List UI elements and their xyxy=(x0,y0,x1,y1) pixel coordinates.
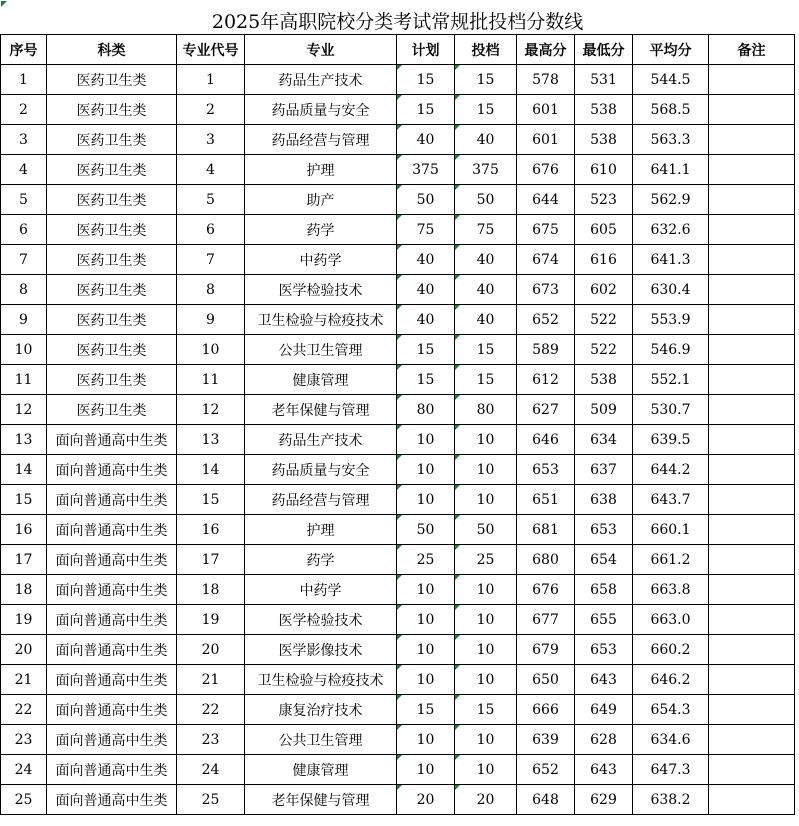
table-row xyxy=(1,545,795,575)
table-cell[interactable]: 11 xyxy=(1,365,47,395)
table-cell[interactable]: 24 xyxy=(1,755,47,785)
table-cell[interactable]: 639 xyxy=(517,725,575,755)
table-cell[interactable]: 10 xyxy=(455,725,517,755)
header-cell: 最低分 xyxy=(575,35,633,65)
table-cell[interactable]: 75 xyxy=(455,215,517,245)
table-cell[interactable] xyxy=(709,305,795,335)
table-cell[interactable]: 563.3 xyxy=(633,125,709,155)
table-cell[interactable]: 25 xyxy=(397,545,455,575)
table-cell[interactable]: 681 xyxy=(517,515,575,545)
header-cell: 计划 xyxy=(397,35,455,65)
table-cell[interactable]: 助产 xyxy=(245,185,397,215)
table-cell[interactable]: 卫生检验与检疫技术 xyxy=(245,305,397,335)
table-cell[interactable]: 522 xyxy=(575,335,633,365)
table-cell[interactable]: 50 xyxy=(397,185,455,215)
table-cell[interactable]: 10 xyxy=(455,605,517,635)
table-cell[interactable]: 17 xyxy=(177,545,245,575)
table-row xyxy=(1,245,795,275)
table-cell[interactable] xyxy=(709,755,795,785)
table-cell[interactable]: 9 xyxy=(177,305,245,335)
table-row xyxy=(1,755,795,785)
table-row xyxy=(1,155,795,185)
table-cell[interactable]: 药学 xyxy=(245,545,397,575)
table-cell[interactable]: 医学检验技术 xyxy=(245,605,397,635)
table-cell[interactable]: 药品生产技术 xyxy=(245,65,397,95)
table-cell[interactable]: 639.5 xyxy=(633,425,709,455)
table-cell[interactable]: 601 xyxy=(517,95,575,125)
table-cell[interactable]: 健康管理 xyxy=(245,365,397,395)
table-cell[interactable]: 601 xyxy=(517,125,575,155)
table-cell[interactable]: 40 xyxy=(397,125,455,155)
table-cell[interactable]: 护理 xyxy=(245,515,397,545)
table-cell[interactable]: 538 xyxy=(575,95,633,125)
header-cell: 备注 xyxy=(709,35,795,65)
table-cell[interactable]: 17 xyxy=(1,545,47,575)
table-cell[interactable]: 中药学 xyxy=(245,575,397,605)
header-cell: 科类 xyxy=(47,35,177,65)
table-cell[interactable]: 14 xyxy=(1,455,47,485)
table-cell[interactable]: 老年保健与管理 xyxy=(245,785,397,815)
table-row xyxy=(1,185,795,215)
table-cell[interactable]: 654 xyxy=(575,545,633,575)
table-cell[interactable]: 16 xyxy=(177,515,245,545)
table-cell[interactable]: 10 xyxy=(397,575,455,605)
table-cell[interactable]: 652 xyxy=(517,755,575,785)
table-cell[interactable]: 公共卫生管理 xyxy=(245,335,397,365)
table-cell[interactable]: 医药卫生类 xyxy=(47,185,177,215)
table-cell[interactable]: 650 xyxy=(517,665,575,695)
table-cell[interactable]: 10 xyxy=(455,635,517,665)
table-cell[interactable] xyxy=(709,245,795,275)
table-cell[interactable]: 605 xyxy=(575,215,633,245)
table-row xyxy=(1,425,795,455)
table-cell[interactable]: 7 xyxy=(1,245,47,275)
table-cell[interactable]: 25 xyxy=(455,545,517,575)
table-cell[interactable]: 药学 xyxy=(245,215,397,245)
table-cell[interactable]: 公共卫生管理 xyxy=(245,725,397,755)
table-cell[interactable]: 10 xyxy=(397,635,455,665)
table-cell[interactable]: 10 xyxy=(397,755,455,785)
table-cell[interactable]: 634 xyxy=(575,425,633,455)
table-row xyxy=(1,575,795,605)
table-row xyxy=(1,485,795,515)
table-cell[interactable]: 627 xyxy=(517,395,575,425)
table-cell[interactable]: 632.6 xyxy=(633,215,709,245)
table-cell[interactable]: 40 xyxy=(455,305,517,335)
table-cell[interactable]: 医药卫生类 xyxy=(47,305,177,335)
table-cell[interactable]: 50 xyxy=(397,515,455,545)
table-cell[interactable]: 面向普通高中生类 xyxy=(47,575,177,605)
table-cell[interactable]: 10 xyxy=(397,605,455,635)
table-cell[interactable]: 11 xyxy=(177,365,245,395)
table-cell[interactable]: 医药卫生类 xyxy=(47,395,177,425)
table-cell[interactable] xyxy=(709,155,795,185)
table-cell[interactable]: 641.3 xyxy=(633,245,709,275)
table-cell[interactable]: 578 xyxy=(517,65,575,95)
table-cell[interactable]: 661.2 xyxy=(633,545,709,575)
table-row xyxy=(1,335,795,365)
table-cell[interactable]: 637 xyxy=(575,455,633,485)
table-cell[interactable]: 22 xyxy=(1,695,47,725)
table-cell[interactable]: 20 xyxy=(455,785,517,815)
table-cell[interactable]: 13 xyxy=(177,425,245,455)
table-cell[interactable]: 药品质量与安全 xyxy=(245,455,397,485)
table-cell[interactable]: 25 xyxy=(177,785,245,815)
table-cell[interactable]: 10 xyxy=(397,425,455,455)
table-cell[interactable]: 676 xyxy=(517,575,575,605)
table-cell[interactable]: 568.5 xyxy=(633,95,709,125)
table-cell[interactable]: 50 xyxy=(455,515,517,545)
table-cell[interactable]: 15 xyxy=(1,485,47,515)
table-cell[interactable]: 40 xyxy=(397,245,455,275)
table-cell[interactable]: 医学检验技术 xyxy=(245,275,397,305)
table-cell[interactable]: 653 xyxy=(517,455,575,485)
table-cell[interactable]: 666 xyxy=(517,695,575,725)
table-cell[interactable] xyxy=(709,695,795,725)
table-cell[interactable]: 677 xyxy=(517,605,575,635)
table-cell[interactable]: 40 xyxy=(397,275,455,305)
table-cell[interactable]: 653 xyxy=(575,635,633,665)
table-cell[interactable] xyxy=(709,455,795,485)
table-cell[interactable]: 面向普通高中生类 xyxy=(47,485,177,515)
table-cell[interactable] xyxy=(709,545,795,575)
table-cell[interactable]: 40 xyxy=(397,305,455,335)
header-cell: 投档 xyxy=(455,35,517,65)
table-cell[interactable]: 15 xyxy=(455,365,517,395)
table-row xyxy=(1,725,795,755)
table-cell[interactable]: 10 xyxy=(455,665,517,695)
header-cell: 专业代号 xyxy=(177,35,245,65)
table-cell[interactable]: 健康管理 xyxy=(245,755,397,785)
table-cell[interactable]: 50 xyxy=(455,185,517,215)
table-cell[interactable]: 629 xyxy=(575,785,633,815)
header-cell: 平均分 xyxy=(633,35,709,65)
table-title: 2025年高职院校分类考试常规批投档分数线 xyxy=(1,6,795,35)
table-cell[interactable]: 562.9 xyxy=(633,185,709,215)
table-cell[interactable]: 663.8 xyxy=(633,575,709,605)
table-cell[interactable]: 15 xyxy=(455,65,517,95)
table-cell[interactable] xyxy=(709,95,795,125)
table-cell[interactable] xyxy=(709,515,795,545)
table-cell[interactable] xyxy=(709,65,795,95)
table-cell[interactable]: 616 xyxy=(575,245,633,275)
table-cell[interactable]: 544.5 xyxy=(633,65,709,95)
score-table xyxy=(0,6,795,815)
table-cell[interactable] xyxy=(709,365,795,395)
table-cell[interactable]: 658 xyxy=(575,575,633,605)
table-cell[interactable]: 5 xyxy=(177,185,245,215)
table-cell[interactable]: 20 xyxy=(1,635,47,665)
table-cell[interactable]: 医药卫生类 xyxy=(47,155,177,185)
table-cell[interactable]: 医药卫生类 xyxy=(47,95,177,125)
table-cell[interactable] xyxy=(709,605,795,635)
table-cell[interactable]: 10 xyxy=(397,485,455,515)
table-cell[interactable]: 1 xyxy=(1,65,47,95)
table-row xyxy=(1,305,795,335)
table-cell[interactable]: 面向普通高中生类 xyxy=(47,605,177,635)
table-cell[interactable]: 643 xyxy=(575,665,633,695)
table-cell[interactable]: 652 xyxy=(517,305,575,335)
table-cell[interactable]: 649 xyxy=(575,695,633,725)
table-cell[interactable]: 15 xyxy=(397,335,455,365)
header-row xyxy=(1,35,795,65)
table-cell[interactable] xyxy=(709,485,795,515)
table-cell[interactable]: 医药卫生类 xyxy=(47,65,177,95)
table-cell[interactable]: 530.7 xyxy=(633,395,709,425)
table-cell[interactable]: 面向普通高中生类 xyxy=(47,785,177,815)
table-cell[interactable]: 40 xyxy=(455,125,517,155)
table-cell[interactable]: 医药卫生类 xyxy=(47,275,177,305)
table-cell[interactable]: 15 xyxy=(177,485,245,515)
table-cell[interactable]: 6 xyxy=(1,215,47,245)
table-cell[interactable] xyxy=(709,665,795,695)
table-cell[interactable] xyxy=(709,335,795,365)
table-cell[interactable]: 面向普通高中生类 xyxy=(47,665,177,695)
table-cell[interactable]: 40 xyxy=(455,245,517,275)
table-cell[interactable] xyxy=(709,575,795,605)
table-cell[interactable] xyxy=(709,185,795,215)
table-cell[interactable]: 15 xyxy=(455,695,517,725)
table-cell[interactable]: 护理 xyxy=(245,155,397,185)
table-cell[interactable]: 10 xyxy=(177,335,245,365)
table-cell[interactable]: 21 xyxy=(177,665,245,695)
table-cell[interactable]: 14 xyxy=(177,455,245,485)
table-cell[interactable]: 12 xyxy=(177,395,245,425)
table-cell[interactable]: 10 xyxy=(455,425,517,455)
table-cell[interactable]: 10 xyxy=(1,335,47,365)
table-cell[interactable]: 药品经营与管理 xyxy=(245,125,397,155)
table-cell[interactable]: 538 xyxy=(575,125,633,155)
table-cell[interactable]: 612 xyxy=(517,365,575,395)
table-cell[interactable]: 医药卫生类 xyxy=(47,215,177,245)
table-cell[interactable]: 638 xyxy=(575,485,633,515)
table-cell[interactable]: 552.1 xyxy=(633,365,709,395)
table-cell[interactable]: 15 xyxy=(455,335,517,365)
table-cell[interactable]: 10 xyxy=(455,485,517,515)
table-cell[interactable]: 660.2 xyxy=(633,635,709,665)
table-cell[interactable]: 644.2 xyxy=(633,455,709,485)
table-cell[interactable]: 673 xyxy=(517,275,575,305)
table-cell[interactable] xyxy=(709,635,795,665)
table-cell[interactable]: 面向普通高中生类 xyxy=(47,695,177,725)
table-cell[interactable]: 药品经营与管理 xyxy=(245,485,397,515)
table-cell[interactable]: 20 xyxy=(397,785,455,815)
table-cell[interactable]: 10 xyxy=(397,665,455,695)
table-cell[interactable]: 10 xyxy=(397,725,455,755)
table-cell[interactable] xyxy=(709,725,795,755)
table-cell[interactable]: 面向普通高中生类 xyxy=(47,755,177,785)
table-cell[interactable]: 面向普通高中生类 xyxy=(47,545,177,575)
table-cell[interactable]: 40 xyxy=(455,275,517,305)
table-cell[interactable]: 药品质量与安全 xyxy=(245,95,397,125)
table-cell[interactable]: 6 xyxy=(177,215,245,245)
table-cell[interactable]: 医药卫生类 xyxy=(47,335,177,365)
table-cell[interactable]: 22 xyxy=(177,695,245,725)
table-cell[interactable]: 10 xyxy=(455,575,517,605)
table-cell[interactable]: 589 xyxy=(517,335,575,365)
table-cell[interactable]: 10 xyxy=(455,755,517,785)
table-cell[interactable]: 660.1 xyxy=(633,515,709,545)
table-row xyxy=(1,665,795,695)
table-row xyxy=(1,515,795,545)
header-cell: 专业 xyxy=(245,35,397,65)
table-cell[interactable]: 医药卫生类 xyxy=(47,245,177,275)
table-cell[interactable]: 523 xyxy=(575,185,633,215)
table-cell[interactable]: 12 xyxy=(1,395,47,425)
table-cell[interactable] xyxy=(709,425,795,455)
table-cell[interactable]: 644 xyxy=(517,185,575,215)
table-cell[interactable]: 643 xyxy=(575,755,633,785)
table-cell[interactable]: 8 xyxy=(177,275,245,305)
table-cell[interactable]: 15 xyxy=(455,95,517,125)
table-cell[interactable]: 21 xyxy=(1,665,47,695)
table-cell[interactable]: 康复治疗技术 xyxy=(245,695,397,725)
table-cell[interactable]: 15 xyxy=(397,95,455,125)
table-cell[interactable]: 3 xyxy=(1,125,47,155)
table-cell[interactable]: 531 xyxy=(575,65,633,95)
table-row xyxy=(1,365,795,395)
table-row xyxy=(1,125,795,155)
table-cell[interactable]: 1 xyxy=(177,65,245,95)
table-cell[interactable]: 628 xyxy=(575,725,633,755)
table-row xyxy=(1,65,795,95)
table-cell[interactable]: 9 xyxy=(1,305,47,335)
table-cell[interactable] xyxy=(709,395,795,425)
header-cell: 序号 xyxy=(1,35,47,65)
table-cell[interactable]: 643.7 xyxy=(633,485,709,515)
table-cell[interactable]: 面向普通高中生类 xyxy=(47,635,177,665)
table-row xyxy=(1,695,795,725)
table-cell[interactable]: 654.3 xyxy=(633,695,709,725)
header-cell: 最高分 xyxy=(517,35,575,65)
table-cell[interactable]: 634.6 xyxy=(633,725,709,755)
table-cell[interactable]: 2 xyxy=(177,95,245,125)
table-cell[interactable]: 522 xyxy=(575,305,633,335)
title-row xyxy=(1,6,795,35)
table-cell[interactable]: 10 xyxy=(397,455,455,485)
table-cell[interactable]: 674 xyxy=(517,245,575,275)
table-cell[interactable]: 80 xyxy=(397,395,455,425)
table-cell[interactable]: 375 xyxy=(455,155,517,185)
table-cell[interactable]: 5 xyxy=(1,185,47,215)
table-row xyxy=(1,635,795,665)
table-cell[interactable]: 679 xyxy=(517,635,575,665)
table-row xyxy=(1,605,795,635)
table-cell[interactable]: 7 xyxy=(177,245,245,275)
table-cell[interactable]: 75 xyxy=(397,215,455,245)
table-cell[interactable]: 10 xyxy=(455,455,517,485)
table-cell[interactable]: 653 xyxy=(575,515,633,545)
table-cell[interactable]: 老年保健与管理 xyxy=(245,395,397,425)
table-cell[interactable]: 646.2 xyxy=(633,665,709,695)
table-cell[interactable]: 663.0 xyxy=(633,605,709,635)
table-cell[interactable]: 641.1 xyxy=(633,155,709,185)
table-cell[interactable]: 546.9 xyxy=(633,335,709,365)
table-row xyxy=(1,95,795,125)
table-cell[interactable]: 646 xyxy=(517,425,575,455)
table-cell[interactable]: 18 xyxy=(1,575,47,605)
table-cell[interactable]: 面向普通高中生类 xyxy=(47,725,177,755)
table-cell[interactable] xyxy=(709,785,795,815)
table-cell[interactable]: 医药卫生类 xyxy=(47,125,177,155)
table-cell[interactable]: 25 xyxy=(1,785,47,815)
table-cell[interactable]: 630.4 xyxy=(633,275,709,305)
table-cell[interactable]: 675 xyxy=(517,215,575,245)
table-cell[interactable]: 药品生产技术 xyxy=(245,425,397,455)
table-cell[interactable]: 4 xyxy=(177,155,245,185)
table-cell[interactable]: 651 xyxy=(517,485,575,515)
table-cell[interactable]: 509 xyxy=(575,395,633,425)
table-row xyxy=(1,275,795,305)
table-cell[interactable] xyxy=(709,275,795,305)
table-cell[interactable]: 13 xyxy=(1,425,47,455)
table-cell[interactable]: 4 xyxy=(1,155,47,185)
table-cell[interactable]: 19 xyxy=(1,605,47,635)
table-cell[interactable]: 553.9 xyxy=(633,305,709,335)
table-cell[interactable]: 卫生检验与检疫技术 xyxy=(245,665,397,695)
table-row xyxy=(1,215,795,245)
table-cell[interactable]: 647.3 xyxy=(633,755,709,785)
table-cell[interactable]: 655 xyxy=(575,605,633,635)
table-cell[interactable]: 医药卫生类 xyxy=(47,365,177,395)
table-cell[interactable] xyxy=(709,215,795,245)
table-cell[interactable]: 680 xyxy=(517,545,575,575)
table-cell[interactable]: 15 xyxy=(397,695,455,725)
table-cell[interactable]: 面向普通高中生类 xyxy=(47,515,177,545)
table-cell[interactable] xyxy=(709,125,795,155)
table-cell[interactable]: 8 xyxy=(1,275,47,305)
table-cell[interactable]: 15 xyxy=(397,365,455,395)
table-cell[interactable]: 676 xyxy=(517,155,575,185)
table-cell[interactable]: 638.2 xyxy=(633,785,709,815)
table-cell[interactable]: 23 xyxy=(177,725,245,755)
table-cell[interactable]: 538 xyxy=(575,365,633,395)
table-cell[interactable]: 15 xyxy=(397,65,455,95)
table-cell[interactable]: 2 xyxy=(1,95,47,125)
table-cell[interactable]: 375 xyxy=(397,155,455,185)
table-row xyxy=(1,395,795,425)
table-cell[interactable]: 3 xyxy=(177,125,245,155)
table-cell[interactable]: 648 xyxy=(517,785,575,815)
table-cell[interactable]: 中药学 xyxy=(245,245,397,275)
table-cell[interactable]: 面向普通高中生类 xyxy=(47,425,177,455)
table-cell[interactable]: 23 xyxy=(1,725,47,755)
table-cell[interactable]: 16 xyxy=(1,515,47,545)
table-cell[interactable]: 19 xyxy=(177,605,245,635)
table-row xyxy=(1,455,795,485)
table-cell[interactable]: 18 xyxy=(177,575,245,605)
table-cell[interactable]: 面向普通高中生类 xyxy=(47,455,177,485)
table-cell[interactable]: 20 xyxy=(177,635,245,665)
table-row xyxy=(1,785,795,815)
table-cell[interactable]: 医学影像技术 xyxy=(245,635,397,665)
table-cell[interactable]: 610 xyxy=(575,155,633,185)
table-cell[interactable]: 602 xyxy=(575,275,633,305)
table-cell[interactable]: 24 xyxy=(177,755,245,785)
table-cell[interactable]: 80 xyxy=(455,395,517,425)
